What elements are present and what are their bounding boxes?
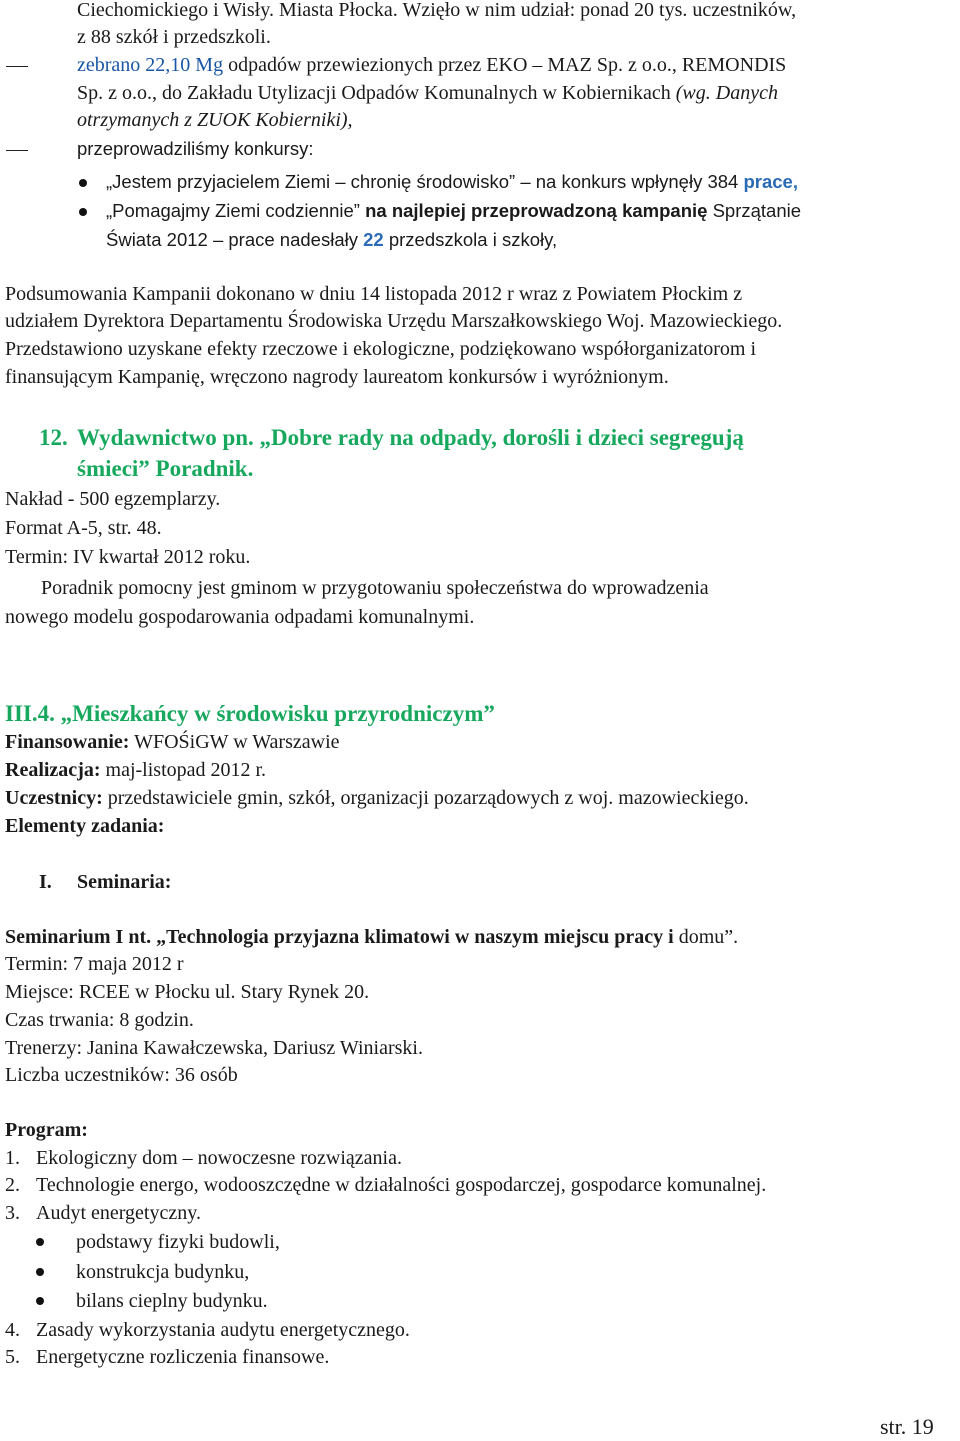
contest-2-count: 22 [363, 229, 384, 250]
participants-label: Uczestnicy: [5, 787, 103, 809]
contest-1-text: „Jestem przyjacielem Ziemi – chronię środowisko” – na konkurs wpłynęły 384 [106, 171, 744, 192]
contest-1-count: prace, [743, 171, 798, 192]
financing [5, 729, 340, 756]
bullet-dot [36, 1238, 44, 1246]
contest-2-campaign: Sprzątanie [707, 200, 802, 221]
bullet-dot [79, 208, 87, 216]
section-iii4-title: „Mieszkańcy w środowisku przyrodniczym” [54, 701, 495, 726]
program-item-num: 3. [5, 1202, 20, 1224]
summary-line-4: finansującym Kampanię, wręczono nagrody laureatom konkursów i wyróżnionym. [5, 366, 669, 388]
program-item-num: 5. [5, 1346, 20, 1368]
program-subitem: konstrukcja budynku, [76, 1261, 250, 1283]
seminar-trainers: Trenerzy: Janina Kawałczewska, Dariusz Winiarski. [5, 1037, 423, 1059]
contest-2-line-1 [106, 197, 801, 224]
format: Format A-5, str. 48. [5, 517, 162, 539]
summary-line-2: udziałem Dyrektora Departamentu Środowiska Urzędu Marszałkowskiego Woj. Mazowieckiego. [5, 310, 783, 332]
summary-line-3: Przedstawiono uzyskane efekty rzeczowe i ekologiczne, podziękowano współorganizatorom i [5, 338, 757, 360]
top-line-2: z 88 szkół i przedszkoli. [77, 26, 271, 48]
summary-line-1: Podsumowania Kampanii dokonano w dniu 14 listopada 2012 r wraz z Powiatem Płockim z [5, 283, 743, 305]
seminar-title [5, 924, 738, 951]
seminar-date: Termin: 7 maja 2012 r [5, 953, 184, 975]
seminar-participants: Liczba uczestników: 36 osób [5, 1064, 238, 1086]
bullet-dot [36, 1268, 44, 1276]
participants [5, 785, 749, 812]
subsection-number: I. [39, 871, 52, 893]
waste-text-2: , do Zakładu Utylizacji Odpadów Komunalnych w Kobiernikach [152, 82, 676, 104]
program-item: Ekologiczny dom – nowoczesne rozwiązania. [36, 1147, 402, 1169]
program-item: Zasady wykorzystania audytu energetycznego. [36, 1319, 410, 1341]
seminar-title-bold: Seminarium I nt. „Technologia przyjazna klimatowi w naszym miejscu pracy i [5, 926, 674, 948]
contest-1 [106, 168, 798, 195]
company-name: Sp. z o.o. [77, 82, 152, 104]
waste-item-line-2 [77, 80, 778, 107]
section-12-title-1: Wydawnictwo pn. „Dobre rady na odpady, dorośli i dzieci segregują [77, 425, 744, 450]
financing-label: Finansowanie: [5, 731, 130, 753]
program-item: Technologie energo, wodooszczędne w działalności gospodarczej, gospodarce komunalnej. [36, 1174, 767, 1196]
deadline: Termin: IV kwartał 2012 roku. [5, 546, 251, 568]
subsection-title: Seminaria: [77, 871, 172, 893]
seminar-place: Miejsce: RCEE w Płocku ul. Stary Rynek 20. [5, 981, 370, 1003]
section-12-title-2: śmieci” Poradnik. [77, 456, 254, 481]
section-iii4-heading [5, 700, 495, 727]
seminar-title-rest: domu”. [673, 926, 739, 948]
print-run: Nakład - 500 egzemplarzy. [5, 488, 221, 510]
participants-value: przedstawiciele gmin, szkół, organizacji pozarządowych z woj. mazowieckiego. [102, 787, 749, 809]
contest-2-tail: przedszkola i szkoły, [383, 229, 558, 250]
program-item-num: 1. [5, 1147, 20, 1169]
page-number: str. 19 [880, 1414, 934, 1439]
guide-desc-1: Poradnik pomocny jest gminom w przygotowaniu społeczeństwa do wprowadzenia [41, 577, 709, 599]
financing-value: WFOŚiGW w Warszawie [129, 731, 340, 753]
source-note-cont: otrzymanych z ZUOK Kobierniki), [77, 109, 353, 131]
task-elements: Elementy zadania: [5, 815, 165, 837]
top-line-1: Ciechomickiego i Wisły. Miasta Płocka. Wzięło w nim udział: ponad 20 tys. uczestników, [77, 0, 797, 21]
contest-2-line-2 [106, 226, 557, 253]
waste-item-line-1 [77, 52, 786, 79]
bullet-dot [36, 1297, 44, 1305]
seminar-duration: Czas trwania: 8 godzin. [5, 1009, 194, 1031]
section-12-number: 12. [39, 425, 68, 450]
bullet-dot [79, 179, 87, 187]
waste-text: odpadów przewiezionych przez EKO – MAZ Sp. z o.o., REMONDIS [223, 54, 787, 76]
waste-amount: zebrano 22,10 Mg [77, 54, 224, 76]
section-iii4-number: III.4. [5, 701, 55, 726]
contest-2-title: „Pomagajmy Ziemi codziennie” [106, 200, 366, 221]
dash-bullet [6, 66, 28, 67]
program-subitem: podstawy fizyki budowli, [76, 1231, 280, 1253]
contest-2-bold: na najlepiej przeprowadzoną kampanię [365, 200, 708, 221]
realization [5, 757, 266, 784]
program-item: Audyt energetyczny. [36, 1202, 201, 1224]
program-item-num: 4. [5, 1319, 20, 1341]
contest-2-text: Świata 2012 – prace nadesłały [106, 229, 364, 250]
program-item: Energetyczne rozliczenia finansowe. [36, 1346, 330, 1368]
program-item-num: 2. [5, 1174, 20, 1196]
guide-desc-2: nowego modelu gospodarowania odpadami komunalnymi. [5, 606, 475, 628]
source-note: (wg. Danych [675, 82, 778, 104]
dash-bullet [6, 150, 28, 151]
contests-intro: przeprowadziliśmy konkursy: [77, 138, 314, 159]
realization-value: maj-listopad 2012 r. [100, 759, 267, 781]
realization-label: Realizacja: [5, 759, 101, 781]
program-subitem: bilans cieplny budynku. [76, 1290, 268, 1312]
program-label: Program: [5, 1119, 88, 1141]
